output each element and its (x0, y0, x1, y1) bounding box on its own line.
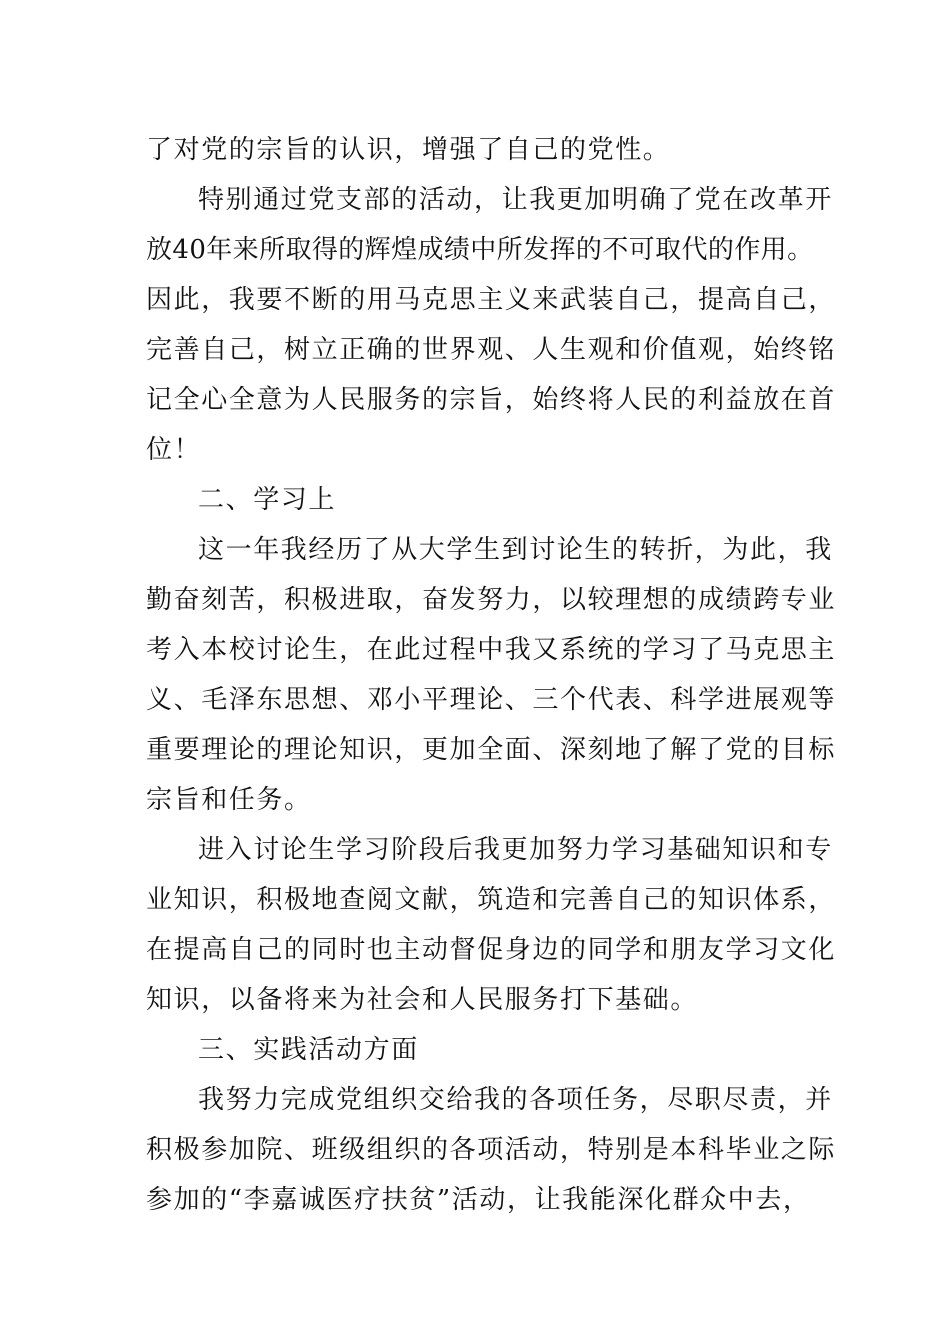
section-heading: 三、实践活动方面 (198, 1035, 419, 1065)
text-line: 考入本校讨论生，在此过程中我又系统的学习了马克思主 (146, 635, 837, 665)
section-heading: 二、学习上 (198, 485, 337, 515)
paragraph-start-line: 我努力完成党组织交给我的各项任务，尽职尽责，并 (198, 1085, 833, 1115)
text-line: 位！ (146, 435, 202, 465)
text-line: 义、毛泽东思想、邓小平理论、三个代表、科学进展观等 (146, 685, 837, 715)
text-line: 业知识，积极地查阅文献，筑造和完善自己的知识体系， (146, 885, 837, 915)
text-line: 宗旨和任务。 (146, 785, 312, 815)
paragraph-start-line: 特别通过党支部的活动，让我更加明确了党在改革开 (198, 185, 833, 215)
text-line: 在提高自己的同时也主动督促身边的同学和朋友学习文化 (146, 935, 837, 965)
text-line: 放40年来所取得的辉煌成绩中所发挥的不可取代的作用。 (146, 235, 814, 265)
paragraph-start-line: 进入讨论生学习阶段后我更加努力学习基础知识和专 (198, 835, 833, 865)
text-line: 参加的“李嘉诚医疗扶贫”活动，让我能深化群众中去， (146, 1185, 811, 1215)
text-line: 完善自己，树立正确的世界观、人生观和价值观，始终铭 (146, 335, 837, 365)
paragraph-start-line: 这一年我经历了从大学生到讨论生的转折，为此，我 (198, 535, 833, 565)
text-line: 知识，以备将来为社会和人民服务打下基础。 (146, 985, 699, 1015)
text-line: 因此，我要不断的用马克思主义来武装自己，提高自己， (146, 285, 837, 315)
text-line: 勤奋刻苦，积极进取，奋发努力，以较理想的成绩跨专业 (146, 585, 837, 615)
text-line: 重要理论的理论知识，更加全面、深刻地了解了党的目标 (146, 735, 837, 765)
text-line: 记全心全意为人民服务的宗旨，始终将人民的利益放在首 (146, 385, 837, 415)
text-line: 了对党的宗旨的认识，增强了自己的党性。 (146, 135, 671, 165)
text-line: 积极参加院、班级组织的各项活动，特别是本科毕业之际 (146, 1135, 837, 1165)
